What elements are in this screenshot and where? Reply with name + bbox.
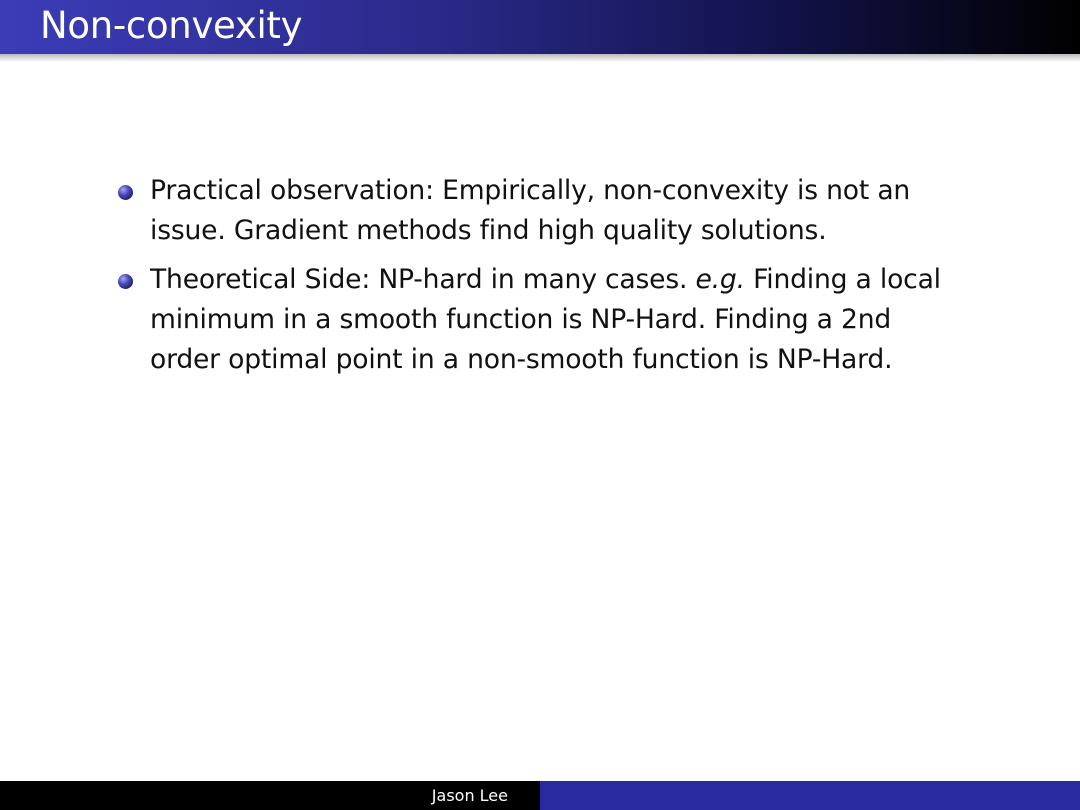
- title-bar: [0, 0, 1080, 54]
- bullet-item-theoretical: [118, 260, 1018, 380]
- bullet-line: issue. Gradient methods find high quality solutions.: [150, 215, 827, 246]
- slide-content: [118, 171, 1018, 389]
- bullet-item-practical: [118, 171, 1018, 251]
- footer-right-panel: [540, 781, 1080, 810]
- bullet-text-emphasis: e.g.: [695, 264, 745, 295]
- footer-author: Jason Lee: [431, 786, 508, 805]
- bullet-line: order optimal point in a non-smooth function is NP-Hard.: [150, 344, 893, 375]
- bullet-line: [150, 260, 1018, 300]
- bullet-line: Practical observation: Empirically, non-convexity is not an: [150, 175, 911, 206]
- slide-title: Non-convexity: [40, 4, 303, 47]
- bullet-text-segment: Theoretical Side: NP-hard in many cases.: [150, 264, 696, 295]
- footer-left-panel: [0, 781, 540, 810]
- bullet-line: minimum in a smooth function is NP-Hard. Finding a 2nd: [150, 304, 892, 335]
- bullet-text-segment: Finding a local: [744, 264, 941, 295]
- bullet-icon: [118, 185, 133, 200]
- bullet-icon: [118, 274, 133, 289]
- title-shadow: [0, 54, 1080, 62]
